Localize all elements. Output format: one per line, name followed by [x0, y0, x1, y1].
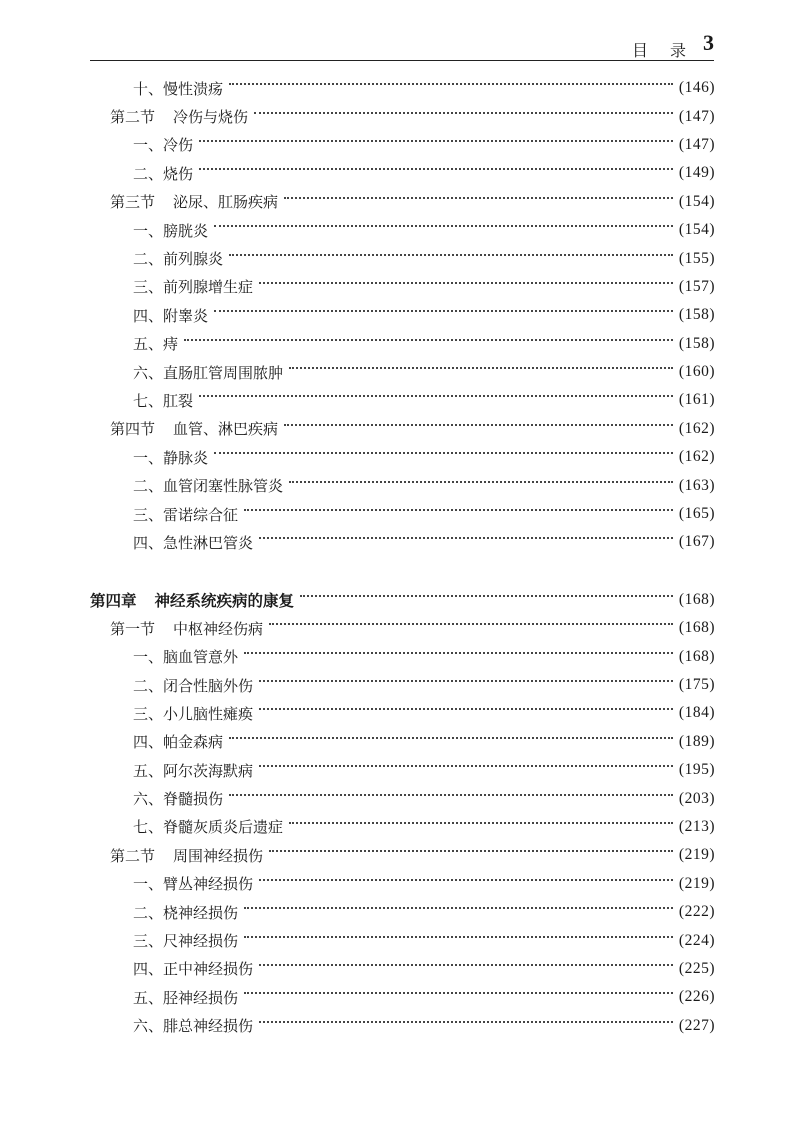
toc-entry-label — [133, 902, 238, 923]
toc-page-number: (175) — [678, 676, 715, 693]
toc-item-row[interactable] — [90, 159, 715, 187]
toc-entry-number: 四、正中神经损伤 — [133, 960, 254, 979]
dot-leader — [284, 424, 673, 426]
toc-entry-number: 五、痔 — [133, 335, 179, 354]
dot-leader — [229, 254, 673, 256]
toc-entry-title: 中枢神经伤病 — [173, 619, 264, 638]
toc-page-number: (213) — [678, 817, 715, 835]
toc-entry-number: 四、帕金森病 — [133, 733, 224, 752]
toc-entry-number: 五、胫神经损伤 — [133, 988, 239, 1007]
dot-leader — [259, 964, 673, 966]
toc-page-number: (155) — [678, 249, 715, 267]
toc-entry-label — [133, 760, 253, 781]
dot-leader — [269, 623, 673, 625]
toc-entry-label — [133, 134, 193, 155]
dot-leader — [284, 197, 673, 199]
toc-item-row[interactable] — [90, 273, 715, 301]
toc-item-row[interactable] — [90, 386, 715, 414]
toc-entry-label — [133, 163, 193, 184]
toc-item-row[interactable] — [90, 443, 715, 471]
toc-chapter-row[interactable] — [90, 586, 715, 614]
dot-leader — [199, 168, 673, 170]
toc-item-row[interactable] — [90, 216, 715, 244]
header-page-number: 3 — [703, 30, 714, 55]
toc-page-number: (146) — [678, 79, 715, 97]
toc-page-number: (225) — [678, 959, 715, 977]
dot-leader — [229, 737, 673, 739]
toc-entry-label — [133, 958, 253, 979]
toc-section-row[interactable] — [90, 188, 715, 216]
dot-leader — [254, 112, 673, 114]
header-title-char2: 录 — [669, 41, 686, 60]
toc-page-number: (222) — [678, 903, 715, 921]
toc-item-row[interactable] — [90, 471, 715, 499]
dot-leader — [214, 225, 673, 227]
toc-page-number: (158) — [678, 334, 715, 352]
toc-entry-number: 二、闭合性脑外伤 — [133, 676, 254, 695]
toc-entry-number: 三、小儿脑性瘫痪 — [133, 704, 254, 723]
toc-entry-label — [133, 305, 208, 326]
table-of-contents — [90, 74, 715, 1040]
toc-item-row[interactable] — [90, 500, 715, 528]
toc-entry-number: 六、直肠肛管周围脓肿 — [133, 363, 284, 382]
toc-page-number: (162) — [678, 448, 715, 466]
toc-section-row[interactable] — [90, 614, 715, 642]
toc-entry-number: 一、膀胱炎 — [133, 221, 209, 240]
dot-leader — [259, 879, 673, 881]
toc-page-number: (203) — [678, 789, 715, 807]
dot-leader — [214, 452, 673, 454]
toc-entry-label — [133, 987, 238, 1008]
running-header — [90, 30, 714, 61]
toc-item-row[interactable] — [90, 244, 715, 272]
toc-page-number: (168) — [678, 647, 715, 665]
toc-entry-number: 三、尺神经损伤 — [133, 932, 239, 951]
toc-entry-label — [133, 220, 208, 241]
toc-item-row[interactable] — [90, 528, 715, 556]
toc-entry-label — [133, 248, 223, 269]
toc-entry-label — [133, 362, 283, 383]
toc-entry-number: 三、雷诺综合征 — [133, 505, 239, 524]
toc-entry-label — [133, 646, 238, 667]
toc-entry-label — [133, 78, 223, 99]
dot-leader — [259, 537, 673, 539]
toc-entry-title: 冷伤与烧伤 — [173, 108, 249, 127]
toc-item-row[interactable] — [90, 870, 715, 898]
toc-page-number: (158) — [678, 306, 715, 324]
toc-item-row[interactable] — [90, 699, 715, 727]
toc-section-row[interactable] — [90, 415, 715, 443]
toc-page-number: (162) — [678, 419, 715, 437]
dot-leader — [259, 765, 673, 767]
dot-leader — [199, 140, 673, 142]
toc-item-row[interactable] — [90, 1012, 715, 1040]
toc-entry-title: 周围神经损伤 — [173, 846, 264, 865]
toc-entry-title: 泌尿、肛肠疾病 — [173, 193, 279, 212]
toc-entry-number: 七、肛裂 — [133, 391, 194, 410]
toc-entry-label — [133, 1015, 253, 1036]
toc-item-row[interactable] — [90, 728, 715, 756]
toc-entry-label — [110, 418, 278, 439]
toc-page-number: (149) — [678, 164, 715, 182]
toc-page-number: (219) — [678, 846, 715, 864]
toc-page-number: (154) — [678, 192, 715, 210]
toc-entry-number: 第一节 — [110, 619, 156, 638]
toc-item-row[interactable] — [90, 642, 715, 670]
toc-page-number: (147) — [678, 135, 715, 153]
dot-leader — [184, 339, 673, 341]
toc-entry-number: 六、腓总神经损伤 — [133, 1017, 254, 1036]
dot-leader — [214, 310, 673, 312]
toc-page-number: (189) — [678, 732, 715, 750]
dot-leader — [259, 282, 673, 284]
dot-leader — [289, 481, 673, 483]
toc-entry-title: 神经系统疾病的康复 — [154, 591, 295, 610]
toc-entry-number: 第四节 — [110, 420, 156, 439]
toc-item-row[interactable] — [90, 74, 715, 102]
toc-page-number: (227) — [678, 1016, 715, 1034]
toc-item-row[interactable] — [90, 898, 715, 926]
toc-entry-number: 第二节 — [110, 108, 156, 127]
dot-leader — [259, 708, 673, 710]
toc-entry-number: 第三节 — [110, 193, 156, 212]
toc-page-number: (195) — [678, 761, 715, 779]
dot-leader — [289, 367, 673, 369]
dot-leader — [289, 822, 673, 824]
toc-entry-number: 二、前列腺炎 — [133, 250, 224, 269]
dot-leader — [199, 395, 673, 397]
toc-entry-number: 一、臂丛神经损伤 — [133, 875, 254, 894]
toc-entry-label — [133, 703, 253, 724]
toc-entry-number: 十、慢性溃疡 — [133, 79, 224, 98]
toc-entry-label — [133, 675, 253, 696]
toc-entry-number: 五、阿尔茨海默病 — [133, 761, 254, 780]
toc-item-row[interactable] — [90, 330, 715, 358]
toc-entry-label — [90, 589, 294, 611]
dot-leader — [269, 850, 673, 852]
toc-page-number: (157) — [678, 277, 715, 295]
toc-item-row[interactable] — [90, 671, 715, 699]
toc-page-number: (168) — [678, 590, 715, 608]
toc-page-number: (161) — [678, 391, 715, 409]
toc-entry-label — [133, 333, 178, 354]
toc-entry-number: 四、急性淋巴管炎 — [133, 533, 254, 552]
toc-entry-label — [133, 390, 193, 411]
dot-leader — [244, 652, 673, 654]
toc-entry-label — [110, 191, 278, 212]
toc-entry-number: 二、烧伤 — [133, 164, 194, 183]
toc-page-number: (160) — [678, 363, 715, 381]
header-title-char1: 目 — [631, 41, 648, 60]
toc-item-row[interactable] — [90, 131, 715, 159]
toc-item-row[interactable] — [90, 756, 715, 784]
toc-entry-label — [133, 276, 253, 297]
toc-page-number: (219) — [678, 874, 715, 892]
toc-entry-label — [133, 816, 283, 837]
toc-item-row[interactable] — [90, 358, 715, 386]
toc-item-row[interactable] — [90, 813, 715, 841]
toc-entry-number: 六、脊髓损伤 — [133, 790, 224, 809]
toc-entry-number: 二、血管闭塞性脉管炎 — [133, 477, 284, 496]
dot-leader — [300, 595, 673, 597]
toc-page-number: (154) — [678, 221, 715, 239]
toc-entry-label — [133, 873, 253, 894]
toc-entry-number: 三、前列腺增生症 — [133, 278, 254, 297]
toc-page-number: (147) — [678, 107, 715, 125]
dot-leader — [244, 907, 673, 909]
dot-leader — [229, 83, 673, 85]
toc-section-row[interactable] — [90, 841, 715, 869]
toc-item-row[interactable] — [90, 784, 715, 812]
toc-page-number: (184) — [678, 704, 715, 722]
toc-entry-label — [133, 731, 223, 752]
toc-entry-label — [110, 845, 263, 866]
toc-item-row[interactable] — [90, 301, 715, 329]
toc-item-row[interactable] — [90, 955, 715, 983]
dot-leader — [229, 794, 673, 796]
toc-entry-number: 二、桡神经损伤 — [133, 903, 239, 922]
toc-entry-number: 第四章 — [90, 591, 137, 610]
dot-leader — [244, 992, 673, 994]
toc-entry-label — [110, 618, 263, 639]
dot-leader — [244, 936, 673, 938]
toc-entry-label — [133, 532, 253, 553]
toc-page-number: (224) — [678, 931, 715, 949]
toc-entry-number: 一、脑血管意外 — [133, 648, 239, 667]
toc-page-number: (167) — [678, 533, 715, 551]
toc-entry-label — [110, 106, 248, 127]
toc-page-number: (226) — [678, 988, 715, 1006]
toc-entry-label — [133, 930, 238, 951]
toc-item-row[interactable] — [90, 983, 715, 1011]
toc-item-row[interactable] — [90, 926, 715, 954]
toc-entry-number: 一、冷伤 — [133, 136, 194, 155]
toc-entry-label — [133, 504, 238, 525]
toc-entry-label — [133, 475, 283, 496]
toc-page-number: (165) — [678, 505, 715, 523]
toc-section-row[interactable] — [90, 102, 715, 130]
dot-leader — [259, 680, 673, 682]
toc-entry-number: 第二节 — [110, 846, 156, 865]
toc-entry-number: 四、附睾炎 — [133, 306, 209, 325]
toc-entry-number: 一、静脉炎 — [133, 448, 209, 467]
toc-entry-number: 七、脊髓灰质炎后遗症 — [133, 818, 284, 837]
toc-entry-label — [133, 788, 223, 809]
toc-page-number: (163) — [678, 476, 715, 494]
header-title — [632, 38, 686, 61]
dot-leader — [259, 1021, 673, 1023]
toc-entry-label — [133, 447, 208, 468]
toc-page-number: (168) — [678, 619, 715, 637]
dot-leader — [244, 509, 673, 511]
toc-entry-title: 血管、淋巴疾病 — [173, 420, 279, 439]
